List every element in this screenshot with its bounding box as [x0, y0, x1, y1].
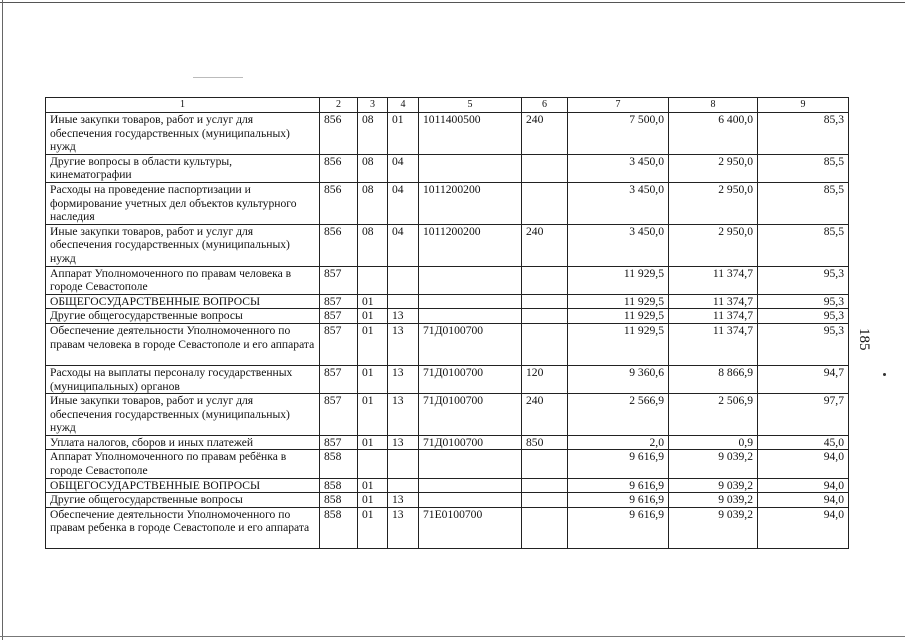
row-section-code: 01 — [358, 309, 388, 324]
row-actual-amount: 9 039,2 — [669, 478, 758, 493]
row-subsection-code: 13 — [388, 493, 419, 508]
row-section-code — [358, 266, 388, 294]
row-actual-amount: 2 950,0 — [669, 224, 758, 266]
row-section-code: 01 — [358, 365, 388, 393]
row-subsection-code — [388, 294, 419, 309]
table-row — [46, 224, 849, 266]
row-name: Расходы на проведение паспортизации и формирование учетных дел объектов культурного наследия — [46, 182, 320, 224]
row-name: Обеспечение деятельности Уполномоченного по правам ребенка в городе Севастополе и его аппарата — [46, 507, 320, 548]
page-border-bottom — [0, 636, 905, 637]
header-col-9: 9 — [758, 98, 849, 113]
row-section-code: 08 — [358, 224, 388, 266]
table-row — [46, 493, 849, 508]
row-actual-amount: 11 374,7 — [669, 309, 758, 324]
row-planned-amount: 3 450,0 — [568, 224, 669, 266]
row-ministry-code: 858 — [320, 507, 358, 548]
row-planned-amount: 9 616,9 — [568, 507, 669, 548]
row-target-article: 1011200200 — [419, 182, 522, 224]
row-percent: 94,0 — [758, 450, 849, 478]
row-actual-amount: 11 374,7 — [669, 294, 758, 309]
row-planned-amount: 9 360,6 — [568, 365, 669, 393]
row-name: Расходы на выплаты персоналу государственных (муниципальных) органов — [46, 365, 320, 393]
header-col-5: 5 — [419, 98, 522, 113]
row-percent: 85,3 — [758, 113, 849, 155]
row-name: Аппарат Уполномоченного по правам человека в городе Севастополе — [46, 266, 320, 294]
row-target-article: 1011400500 — [419, 113, 522, 155]
row-name: ОБЩЕГОСУДАРСТВЕННЫЕ ВОПРОСЫ — [46, 478, 320, 493]
header-col-2: 2 — [320, 98, 358, 113]
row-expense-type — [522, 266, 568, 294]
row-expense-type: 240 — [522, 394, 568, 436]
page-border-top — [0, 2, 905, 3]
row-subsection-code — [388, 450, 419, 478]
row-name: Иные закупки товаров, работ и услуг для обеспечения государственных (муниципальных) нужд — [46, 113, 320, 155]
table-row — [46, 507, 849, 548]
row-percent: 97,7 — [758, 394, 849, 436]
table-row — [46, 365, 849, 393]
row-section-code: 01 — [358, 478, 388, 493]
row-subsection-code: 04 — [388, 224, 419, 266]
row-planned-amount: 11 929,5 — [568, 323, 669, 365]
page-border-left — [2, 0, 3, 640]
row-percent: 85,5 — [758, 182, 849, 224]
row-name: Другие общегосударственные вопросы — [46, 493, 320, 508]
row-target-article: 1011200200 — [419, 224, 522, 266]
row-actual-amount: 6 400,0 — [669, 113, 758, 155]
row-expense-type — [522, 154, 568, 182]
row-section-code: 08 — [358, 154, 388, 182]
row-expense-type — [522, 507, 568, 548]
row-expense-type — [522, 323, 568, 365]
row-name: Другие вопросы в области культуры, кинематографии — [46, 154, 320, 182]
row-actual-amount: 0,9 — [669, 435, 758, 450]
row-actual-amount: 2 506,9 — [669, 394, 758, 436]
row-planned-amount: 9 616,9 — [568, 478, 669, 493]
table-row — [46, 309, 849, 324]
row-ministry-code: 857 — [320, 435, 358, 450]
table-header-row — [46, 98, 849, 113]
row-target-article — [419, 294, 522, 309]
row-actual-amount: 2 950,0 — [669, 182, 758, 224]
row-subsection-code — [388, 266, 419, 294]
row-percent: 95,3 — [758, 294, 849, 309]
row-subsection-code: 01 — [388, 113, 419, 155]
table-row — [46, 394, 849, 436]
row-ministry-code: 857 — [320, 365, 358, 393]
table-row — [46, 266, 849, 294]
row-expense-type — [522, 493, 568, 508]
header-col-7: 7 — [568, 98, 669, 113]
row-section-code: 01 — [358, 493, 388, 508]
row-planned-amount: 11 929,5 — [568, 266, 669, 294]
row-name: Уплата налогов, сборов и иных платежей — [46, 435, 320, 450]
row-percent: 95,3 — [758, 266, 849, 294]
row-expense-type: 850 — [522, 435, 568, 450]
row-name: Обеспечение деятельности Уполномоченного по правам человека в городе Севастополе и его аппарата — [46, 323, 320, 365]
row-target-article — [419, 450, 522, 478]
row-actual-amount: 9 039,2 — [669, 493, 758, 508]
table-row — [46, 294, 849, 309]
row-target-article: 71Д0100700 — [419, 394, 522, 436]
row-expense-type — [522, 478, 568, 493]
row-planned-amount: 11 929,5 — [568, 309, 669, 324]
row-ministry-code: 856 — [320, 154, 358, 182]
row-target-article — [419, 309, 522, 324]
row-percent: 95,3 — [758, 323, 849, 365]
table-row — [46, 113, 849, 155]
row-actual-amount: 8 866,9 — [669, 365, 758, 393]
row-percent: 45,0 — [758, 435, 849, 450]
row-ministry-code: 858 — [320, 450, 358, 478]
row-target-article: 71Д0100700 — [419, 323, 522, 365]
row-ministry-code: 857 — [320, 394, 358, 436]
page-number: 185 — [856, 328, 872, 351]
row-subsection-code: 13 — [388, 365, 419, 393]
row-name: ОБЩЕГОСУДАРСТВЕННЫЕ ВОПРОСЫ — [46, 294, 320, 309]
row-target-article — [419, 478, 522, 493]
row-section-code: 08 — [358, 182, 388, 224]
row-planned-amount: 3 450,0 — [568, 182, 669, 224]
row-percent: 94,0 — [758, 507, 849, 548]
row-target-article: 71Е0100700 — [419, 507, 522, 548]
row-subsection-code — [388, 478, 419, 493]
header-col-3: 3 — [358, 98, 388, 113]
row-section-code — [358, 450, 388, 478]
row-section-code: 01 — [358, 507, 388, 548]
table-row — [46, 450, 849, 478]
row-ministry-code: 857 — [320, 323, 358, 365]
row-ministry-code: 857 — [320, 266, 358, 294]
row-actual-amount: 11 374,7 — [669, 323, 758, 365]
row-expense-type: 120 — [522, 365, 568, 393]
row-planned-amount: 11 929,5 — [568, 294, 669, 309]
row-expense-type — [522, 182, 568, 224]
row-name: Другие общегосударственные вопросы — [46, 309, 320, 324]
table-row — [46, 478, 849, 493]
row-actual-amount: 9 039,2 — [669, 507, 758, 548]
row-planned-amount: 3 450,0 — [568, 154, 669, 182]
header-col-8: 8 — [669, 98, 758, 113]
header-col-6: 6 — [522, 98, 568, 113]
row-ministry-code: 856 — [320, 224, 358, 266]
row-ministry-code: 858 — [320, 478, 358, 493]
row-expense-type: 240 — [522, 224, 568, 266]
row-target-article — [419, 493, 522, 508]
row-ministry-code: 857 — [320, 294, 358, 309]
row-subsection-code: 13 — [388, 323, 419, 365]
table-row — [46, 154, 849, 182]
row-target-article — [419, 266, 522, 294]
row-percent: 95,3 — [758, 309, 849, 324]
row-expense-type: 240 — [522, 113, 568, 155]
row-percent: 94,7 — [758, 365, 849, 393]
row-planned-amount: 2 566,9 — [568, 394, 669, 436]
row-percent: 94,0 — [758, 493, 849, 508]
header-col-1: 1 — [46, 98, 320, 113]
row-actual-amount: 2 950,0 — [669, 154, 758, 182]
scan-artifact-line — [193, 77, 243, 78]
row-ministry-code: 856 — [320, 113, 358, 155]
row-section-code: 01 — [358, 394, 388, 436]
row-name: Аппарат Уполномоченного по правам ребёнка в городе Севастополе — [46, 450, 320, 478]
scan-dot-mark — [883, 373, 886, 376]
row-section-code: 08 — [358, 113, 388, 155]
row-target-article: 71Д0100700 — [419, 435, 522, 450]
row-subsection-code: 13 — [388, 309, 419, 324]
row-expense-type — [522, 309, 568, 324]
row-target-article: 71Д0100700 — [419, 365, 522, 393]
row-ministry-code: 856 — [320, 182, 358, 224]
row-planned-amount: 2,0 — [568, 435, 669, 450]
row-name: Иные закупки товаров, работ и услуг для обеспечения государственных (муниципальных) нужд — [46, 394, 320, 436]
row-actual-amount: 9 039,2 — [669, 450, 758, 478]
row-section-code: 01 — [358, 294, 388, 309]
row-expense-type — [522, 294, 568, 309]
table-row — [46, 182, 849, 224]
row-planned-amount: 9 616,9 — [568, 450, 669, 478]
row-ministry-code: 857 — [320, 309, 358, 324]
header-col-4: 4 — [388, 98, 419, 113]
row-percent: 85,5 — [758, 154, 849, 182]
row-percent: 85,5 — [758, 224, 849, 266]
row-subsection-code: 04 — [388, 182, 419, 224]
row-expense-type — [522, 450, 568, 478]
row-ministry-code: 858 — [320, 493, 358, 508]
row-actual-amount: 11 374,7 — [669, 266, 758, 294]
row-subsection-code: 13 — [388, 435, 419, 450]
row-planned-amount: 7 500,0 — [568, 113, 669, 155]
row-subsection-code: 13 — [388, 507, 419, 548]
row-subsection-code: 13 — [388, 394, 419, 436]
row-percent: 94,0 — [758, 478, 849, 493]
row-subsection-code: 04 — [388, 154, 419, 182]
row-section-code: 01 — [358, 323, 388, 365]
row-planned-amount: 9 616,9 — [568, 493, 669, 508]
table-row — [46, 323, 849, 365]
row-section-code: 01 — [358, 435, 388, 450]
table-row — [46, 435, 849, 450]
row-name: Иные закупки товаров, работ и услуг для обеспечения государственных (муниципальных) нужд — [46, 224, 320, 266]
row-target-article — [419, 154, 522, 182]
budget-execution-table — [45, 97, 849, 549]
